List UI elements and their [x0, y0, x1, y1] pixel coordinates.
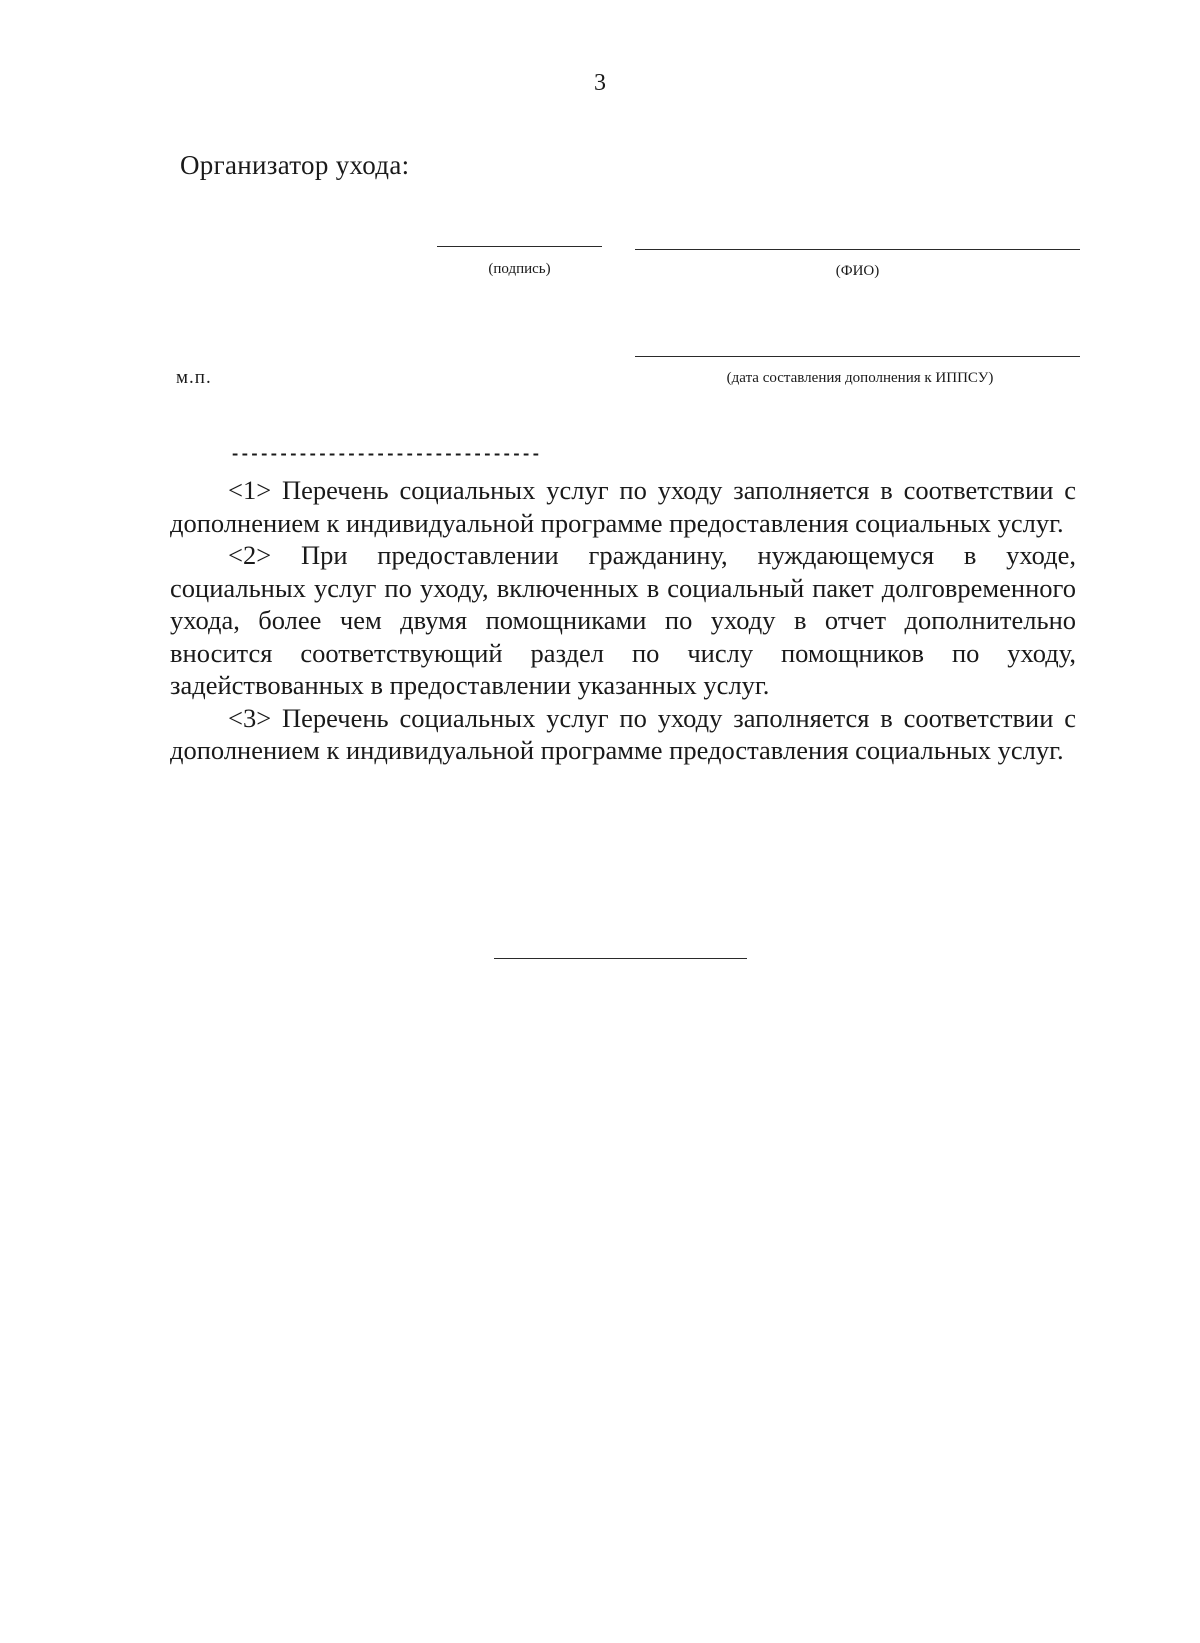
page-number: 3: [594, 70, 606, 96]
footnote-2: <2> При предоставлении гражданину, нуждающемуся в уходе, социальных услуг по уходу, включенных в социальный пакет долговременного ухода, более чем двумя помощниками по уходу в отчет дополнительно вносится соответствующий раздел по числу помощников по уходу, задействованных в предоставлении указанных услуг.: [170, 540, 1076, 700]
footnotes-section: [170, 474, 1076, 767]
fio-caption: (ФИО): [835, 263, 880, 279]
organizer-label: Организатор ухода:: [180, 150, 410, 180]
fio-line: [635, 249, 1080, 250]
footnote-1: <1> Перечень социальных услуг по уходу заполняется в соответствии с дополнением к индивидуальной программе предоставления социальных услуг.: [170, 475, 1076, 538]
date-line: [635, 356, 1080, 357]
signature-line: [437, 246, 602, 247]
signature-caption: (подпись): [488, 261, 551, 277]
stamp-label: м.п.: [176, 367, 212, 388]
document-end-line: [494, 958, 747, 959]
footnote-3: <3> Перечень социальных услуг по уходу заполняется в соответствии с дополнением к индивидуальной программе предоставления социальных услуг.: [170, 702, 1076, 765]
footnote-separator: --------------------------------: [230, 446, 541, 465]
date-caption: (дата составления дополнения к ИППСУ): [726, 370, 994, 386]
